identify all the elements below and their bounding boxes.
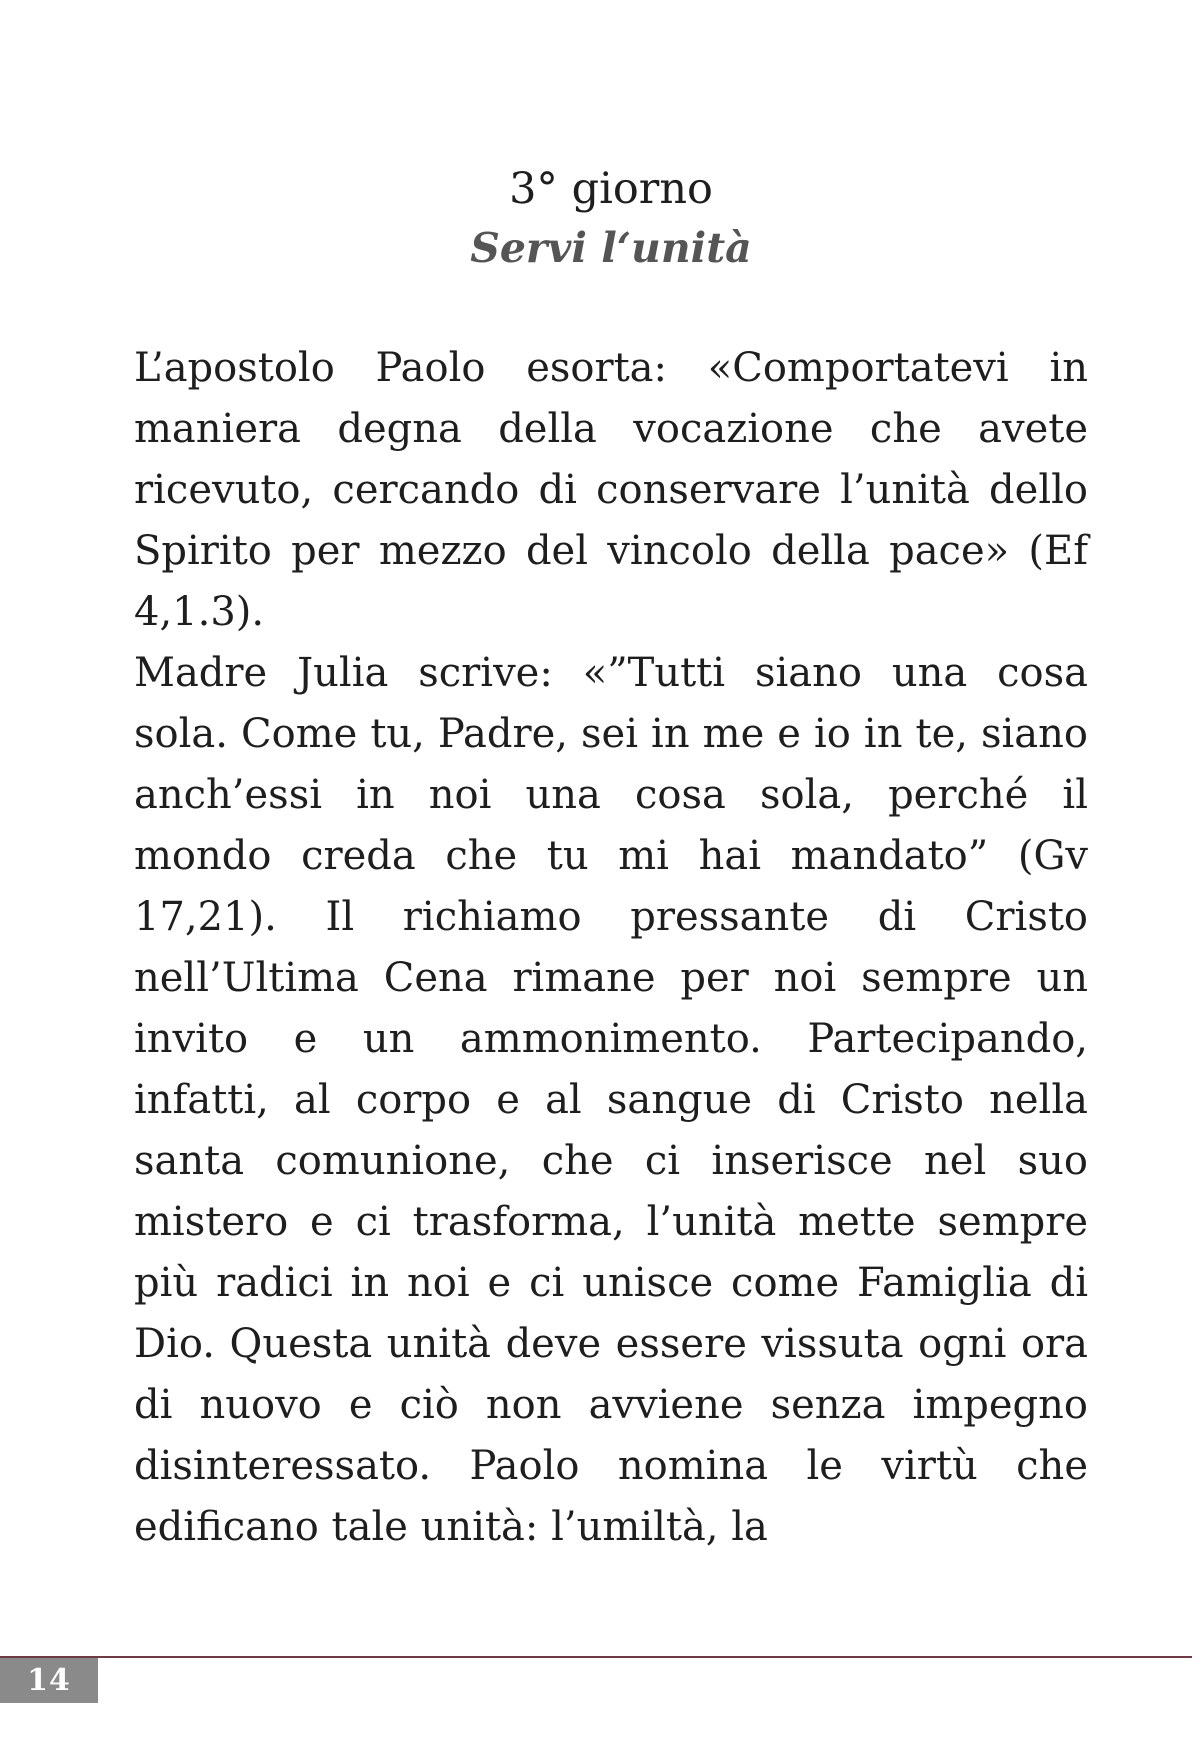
paragraph-2: Madre Julia scrive: «”Tutti siano una cosa sola. Come tu, Padre, sei in me e io in te, siano anch’essi in noi una cosa sola, perché il mondo creda che tu mi hai mandato” (Gv 17,21). Il richiamo pressante di Cristo nell’Ultima Cena rimane per noi sempre un invito e un ammonimento. Partecipando, infatti, al corpo e al sangue di Cristo nella santa comunione, che ci inserisce nel suo mistero e ci trasforma, l’unità mette sempre più radici in noi e ci unisce come Famiglia di Dio. Questa unità deve essere vissuta ogni ora di nuovo e ciò non avviene senza impegno disinteressato. Paolo nomina le virtù che edificano tale unità: l’umiltà, la: [134, 650, 1088, 1550]
paragraph-1: L’apostolo Paolo esorta: «Comportatevi in maniera degna della vocazione che avete ricevuto, cercando di conservare l’unità dello Spirito per mezzo del vincolo della pace» (Ef 4,1.3).: [134, 345, 1088, 635]
page-number-badge: [0, 1658, 98, 1703]
chapter-subtitle: Servi l‘unità: [470, 224, 752, 272]
page-number: 14: [27, 1663, 71, 1698]
day-title: 3° giorno: [509, 164, 713, 214]
footer-divider: [0, 1656, 1192, 1658]
chapter-heading: [134, 160, 1088, 278]
body-text: [134, 338, 1088, 1558]
